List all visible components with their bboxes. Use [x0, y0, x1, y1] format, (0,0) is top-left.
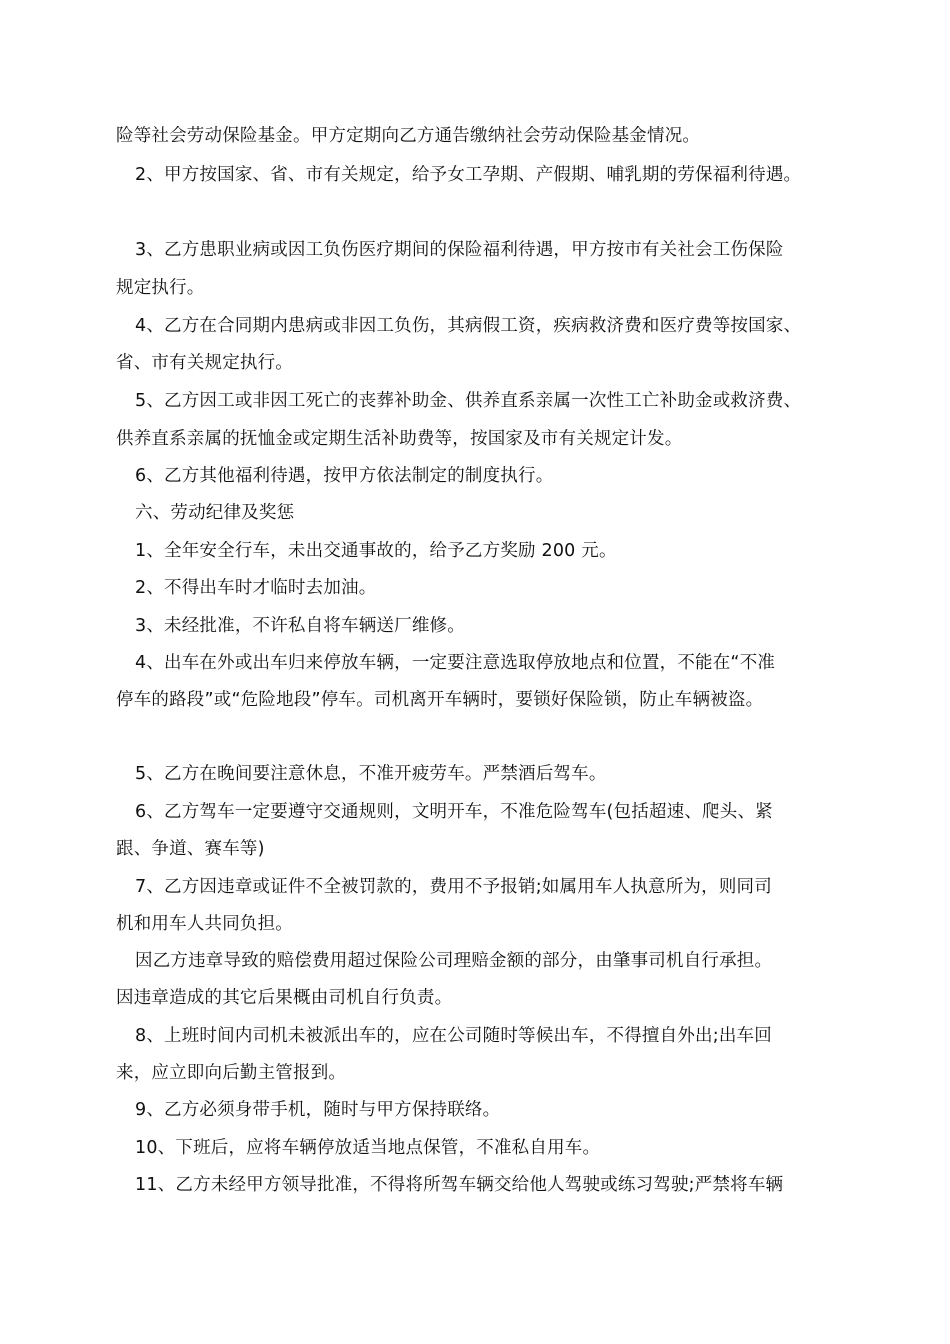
text-line-item-5-cont: 供养直系亲属的抚恤金或定期生活补助费等，按国家及市有关规定计发。	[116, 429, 683, 449]
text-line-item-3-cont: 规定执行。	[116, 278, 205, 298]
text-line-rule-4: 4、出车在外或出车归来停放车辆，一定要注意选取停放地点和位置，不能在“不准	[135, 653, 776, 673]
text-line-rule-5: 5、乙方在晚间要注意休息，不准开疲劳车。严禁酒后驾车。	[135, 764, 607, 784]
text-line-rule-3: 3、未经批准，不许私自将车辆送厂维修。	[135, 616, 465, 636]
text-line-item-4: 4、乙方在合同期内患病或非因工负伤，其病假工资，疾病救济费和医疗费等按国家、	[135, 316, 802, 336]
text-line-rule-6-cont: 跟、争道、赛车等)	[116, 839, 265, 859]
text-line-compensation-cont: 因违章造成的其它后果概由司机自行负责。	[116, 988, 453, 1008]
text-line-rule-8: 8、上班时间内司机未被派出车的，应在公司随时等候出车，不得擅自外出;出车回	[135, 1026, 772, 1046]
text-line-rule-7: 7、乙方因违章或证件不全被罚款的，费用不予报销;如属用车人执意所为，则同司	[135, 877, 772, 897]
text-line-item-6: 6、乙方其他福利待遇，按甲方依法制定的制度执行。	[135, 466, 554, 486]
text-line-rule-11: 11、乙方未经甲方领导批准，不得将所驾车辆交给他人驾驶或练习驾驶;严禁将车辆	[135, 1175, 784, 1195]
text-line-rule-4-cont: 停车的路段”或“危险地段”停车。司机离开车辆时，要锁好保险锁，防止车辆被盗。	[116, 690, 764, 710]
text-line-rule-8-cont: 来，应立即向后勤主管报到。	[116, 1063, 347, 1083]
text-line-insurance-fund: 险等社会劳动保险基金。甲方定期向乙方通告缴纳社会劳动保险基金情况。	[116, 126, 701, 146]
text-line-rule-1: 1、全年安全行车，未出交通事故的，给予乙方奖励 200 元。	[135, 541, 617, 561]
text-line-rule-6: 6、乙方驾车一定要遵守交通规则，文明开车，不准危险驾车(包括超速、爬头、紧	[135, 802, 773, 822]
text-line-item-5: 5、乙方因工或非因工死亡的丧葬补助金、供养直系亲属一次性工亡补助金或救济费、	[135, 391, 802, 411]
text-line-rule-9: 9、乙方必须身带手机，随时与甲方保持联络。	[135, 1100, 501, 1120]
text-line-item-3: 3、乙方患职业病或因工负伤医疗期间的保险福利待遇，甲方按市有关社会工伤保险	[135, 240, 784, 260]
text-line-compensation: 因乙方违章导致的赔偿费用超过保险公司理赔金额的部分，由肇事司机自行承担。	[135, 951, 773, 971]
text-line-item-2: 2、甲方按国家、省、市有关规定，给予女工孕期、产假期、哺乳期的劳保福利待遇。	[135, 165, 802, 185]
section-heading-discipline: 六、劳动纪律及奖惩	[135, 503, 295, 523]
text-line-rule-10: 10、下班后，应将车辆停放适当地点保管，不准私自用车。	[135, 1138, 601, 1158]
text-line-rule-7-cont: 机和用车人共同负担。	[116, 914, 293, 934]
text-line-item-4-cont: 省、市有关规定执行。	[116, 353, 293, 373]
text-line-rule-2: 2、不得出车时才临时去加油。	[135, 578, 377, 598]
